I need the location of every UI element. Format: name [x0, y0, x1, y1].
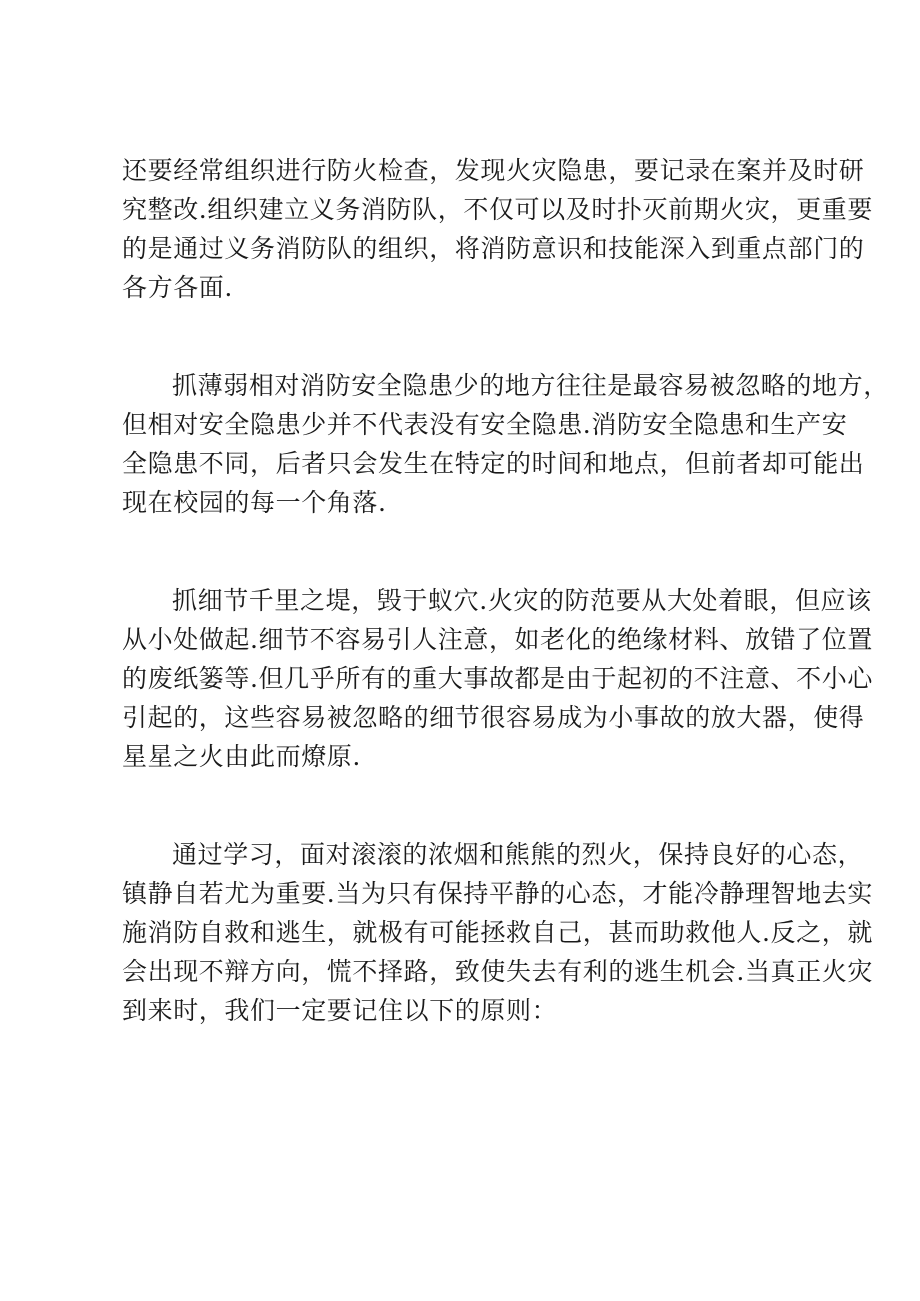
- text-line: 全隐患不同，后者只会发生在特定的时间和地点，但前者却可能出: [122, 449, 865, 478]
- text-line: 究整改.组织建立义务消防队，不仅可以及时扑灭前期火灾，更重要: [122, 195, 873, 224]
- paragraph-weak-points: [122, 366, 889, 522]
- text-line: 各方各面.: [122, 273, 233, 302]
- paragraph-details: [122, 581, 873, 776]
- text-line: 星星之火由此而燎原.: [122, 742, 361, 771]
- text-line: 的是通过义务消防队的组织，将消防意识和技能深入到重点部门的: [122, 234, 865, 263]
- text-line: 但相对安全隐患少并不代表没有安全隐患.消防安全隐患和生产安: [122, 410, 848, 439]
- paragraph-calm-mindset: [122, 835, 873, 1030]
- text-line: 还要经常组织进行防火检查，发现火灾隐患，要记录在案并及时研: [122, 156, 865, 185]
- text-line: 会出现不辩方向，慌不择路，致使失去有利的逃生机会.当真正火灾: [122, 957, 873, 986]
- text-line: 抓薄弱相对消防安全隐患少的地方往往是最容易被忽略的地方，: [172, 371, 889, 400]
- text-line: 通过学习，面对滚滚的浓烟和熊熊的烈火，保持良好的心态，: [172, 840, 864, 869]
- paragraph-fire-inspection: [122, 151, 873, 307]
- text-line: 镇静自若尤为重要.当为只有保持平静的心态，才能冷静理智地去实: [122, 879, 873, 908]
- text-line: 抓细节千里之堤，毁于蚁穴.火灾的防范要从大处着眼，但应该: [172, 586, 872, 615]
- text-line: 的废纸篓等.但几乎所有的重大事故都是由于起初的不注意、不小心: [122, 664, 873, 693]
- text-line: 施消防自救和逃生，就极有可能拯救自己，甚而助救他人.反之，就: [122, 918, 873, 947]
- text-line: 引起的，这些容易被忽略的细节很容易成为小事故的放大器，使得: [122, 703, 865, 732]
- text-line: 到来时，我们一定要记住以下的原则：: [122, 996, 558, 1025]
- text-line: 现在校园的每一个角落.: [122, 488, 387, 517]
- document-body: [122, 151, 889, 1089]
- text-line: 从小处做起.细节不容易引人注意，如老化的绝缘材料、放错了位置: [122, 625, 873, 654]
